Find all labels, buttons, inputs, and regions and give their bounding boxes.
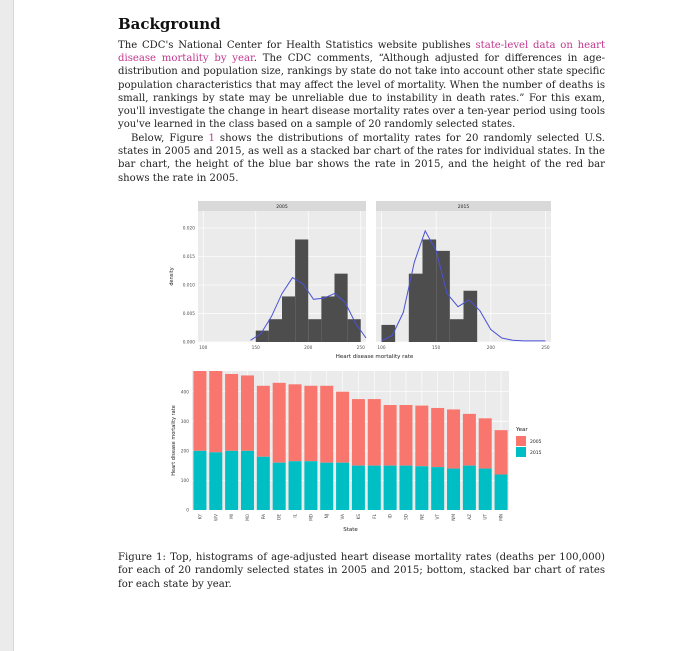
x-tick-label: 100 [199,346,208,351]
bar-2005 [399,405,412,466]
bar-2015 [368,466,381,510]
state-tick-label: NE [419,514,425,520]
caption-text: Top, histograms of age-adjusted heart disease mortality rates (deaths per 100,000) for each of 20 randomly selected states in 2005 and 2015; bottom, stacked bar chart of rates for each state by year. [118,552,605,590]
state-tick-label: SD [403,514,409,520]
bar-2005 [463,414,476,466]
bar-2015 [241,451,254,510]
histogram-bar [269,319,282,342]
bar-2015 [415,466,428,510]
histogram-bar [335,274,348,342]
cdc-data-link[interactable]: state-level data on heart disease mortality by year [118,40,605,65]
legend-label: 2005 [530,440,542,445]
figure-caption [118,551,605,591]
x-tick-label: 200 [304,346,313,351]
bar-2005 [368,399,381,466]
y-tick-label: 400 [180,390,189,396]
bar-2015 [225,451,238,510]
x-tick-label: 250 [356,346,365,351]
x-tick-label: 250 [541,346,550,351]
state-tick-label: KY [197,514,203,520]
x-tick-label: 100 [377,346,386,351]
bar-2015 [495,475,508,510]
y-tick-label: 100 [180,479,189,485]
x-tick-label: 150 [251,346,260,351]
bar-2005 [352,399,365,466]
state-tick-label: ID [387,514,393,519]
state-tick-label: MD [308,514,314,521]
bar-2005 [447,409,460,468]
bar-2015 [336,463,349,510]
histogram-bar [436,251,450,342]
x-tick-label: 200 [486,346,495,351]
state-tick-label: VA [340,514,346,520]
paragraph-1-pre: The CDC's National Center for Health Statistics website publishes [118,40,476,51]
bar-2005 [431,408,444,467]
histogram-bar [409,274,423,342]
bar-2005 [320,386,333,463]
state-tick-label: FL [371,514,377,519]
bar-2015 [352,466,365,510]
y-tick-label: 0 [186,508,189,514]
bar-2005 [289,384,302,461]
state-tick-label: WV [213,514,219,522]
bar-2015 [479,469,492,510]
bar-2005 [415,406,428,467]
bar-2005 [225,374,238,451]
histogram-bar [295,239,308,342]
bar-2015 [431,467,444,510]
legend-title: Year [516,427,528,433]
y-tick-label: 0.000 [182,340,195,346]
state-tick-label: DE [276,514,282,520]
histogram-panel-2005 [198,201,366,351]
bar-2015 [463,466,476,510]
bar-2015 [320,463,333,510]
bar-2015 [447,469,460,510]
y-axis-title: density [169,267,175,286]
bar-2005 [479,418,492,468]
y-tick-label: 0.005 [182,312,195,318]
histogram-bar [464,291,478,342]
state-tick-label: NJ [324,514,330,519]
y-tick-label: 0.020 [182,226,195,232]
bar-2015 [209,452,222,510]
bar-2005 [384,405,397,466]
bar-2005 [495,430,508,474]
state-tick-label: MO [244,514,250,521]
stacked-bar-chart [171,371,542,533]
bar-2005 [304,386,317,461]
paragraph-1-post: . The CDC comments, “Although adjusted for differences in age-distribution and population size, rankings by state do not take into account other state specific population characteristics that may affect the level of mortality. When the number of deaths is small, rankings by state may be unreliable due to instability in death rates.” For this exam, you'll investigate the change in heart disease mortality rates over a ten-year period using tools you've learned in the class based on a sample of 20 randomly selected states. [118,53,605,131]
bar-2015 [257,457,270,510]
state-tick-label: NM [451,514,457,521]
x-axis-title: Heart disease mortality rate [335,354,414,360]
section-heading: Background [118,15,221,33]
histogram-panel-2015 [376,201,551,351]
bar-2015 [193,451,206,510]
bar-2015 [399,466,412,510]
facet-title: 2015 [457,205,470,210]
bar-2005 [336,392,349,463]
bar-2015 [289,461,302,510]
figure-ref-link[interactable]: 1 [208,133,215,144]
state-tick-label: UT [482,514,488,520]
state-tick-label: IL [292,514,298,518]
state-tick-label: VT [435,514,441,520]
paragraph-2-post: shows the distributions of mortality rates for 20 randomly selected U.S. states in 2005 and 2015, as well as a stacked bar chart of the rates for individual states. In the bar chart, the height of the blue bar shows the rate in 2015, and the height of the red bar shows the rate in 2005. [118,133,605,184]
y-tick-label: 0.010 [182,283,195,289]
bar-2015 [384,466,397,510]
histogram-bar [321,296,334,342]
bar-2015 [273,463,286,510]
legend-label: 2015 [530,451,542,456]
bar-2005 [209,371,222,452]
histogram-bar [308,319,321,342]
histogram-bar [282,296,295,342]
legend-key-2005 [516,436,526,446]
y-axis-title: Heart disease mortality rate [171,405,177,476]
bar-2005 [257,386,270,457]
state-tick-label: KS [355,514,361,520]
y-tick-label: 200 [180,449,189,455]
state-tick-label: MI [229,514,235,519]
paragraph-2-pre: Below, Figure [131,133,209,144]
x-axis-title: State [343,527,358,533]
legend [515,427,542,457]
bar-2005 [241,375,254,450]
histogram-bar [450,319,464,342]
bar-2005 [273,383,286,463]
y-tick-label: 300 [180,419,189,425]
facet-title: 2005 [276,205,288,210]
state-tick-label: PA [260,514,266,520]
histogram-bar [348,319,361,342]
state-tick-label: MN [498,514,504,521]
bar-2015 [304,461,317,510]
state-tick-label: AZ [466,514,472,520]
histogram-bar [422,239,436,342]
y-tick-label: 0.015 [182,255,195,261]
caption-label: Figure 1: [118,552,166,563]
legend-key-2015 [516,447,526,457]
bar-2005 [193,371,206,451]
x-tick-label: 150 [432,346,441,351]
